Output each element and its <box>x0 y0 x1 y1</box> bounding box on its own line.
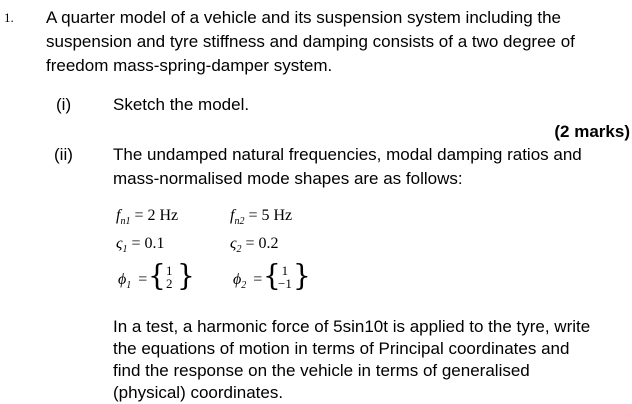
intro-line-1: A quarter model of a vehicle and its suspension system including the <box>46 8 562 27</box>
phi1-component-1: 1 <box>166 263 173 278</box>
question-number: 1. <box>4 10 14 25</box>
part-i-marks: (2 marks) <box>554 122 630 141</box>
zeta1-symbol: ς <box>116 235 123 252</box>
phi1-vector <box>166 264 173 290</box>
test-line-4: (physical) coordinates. <box>113 383 284 402</box>
part-i-label: (i) <box>56 95 72 114</box>
fn1-symbol: f <box>116 207 121 224</box>
phi1-equals: = <box>138 271 148 288</box>
phi2-component-1: 1 <box>281 263 289 278</box>
part-ii-line-1: The undamped natural frequencies, modal damping ratios and <box>113 145 582 164</box>
phi1-symbol-group <box>118 271 147 291</box>
fn1-expression <box>116 207 178 227</box>
test-line-2: the equations of motion in terms of Principal coordinates and <box>113 339 570 358</box>
phi1-component-2: 2 <box>166 276 173 291</box>
phi1-subscript: 1 <box>126 280 132 292</box>
zeta2-expression <box>230 235 279 255</box>
zeta1-subscript: 1 <box>122 244 128 256</box>
part-ii-line-2: mass-normalised mode shapes are as follows: <box>113 169 463 188</box>
phi2-equals: = <box>253 271 263 288</box>
zeta2-symbol: ς <box>230 235 237 252</box>
fn1-subscript: n1 <box>120 216 131 228</box>
zeta1-expression <box>116 235 165 255</box>
phi2-subscript: 2 <box>241 280 247 292</box>
fn2-expression <box>230 207 292 227</box>
phi2-vector <box>278 264 292 290</box>
fn2-symbol: f <box>230 207 235 224</box>
intro-line-3: freedom mass-spring-damper system. <box>46 56 333 75</box>
phi2-right-brace: } <box>293 258 311 293</box>
phi2-component-2: −1 <box>278 276 292 291</box>
intro-line-2: suspension and tyre stiffness and damping consists of a two degree of <box>46 32 575 51</box>
phi1-symbol: ϕ <box>118 271 127 288</box>
fn1-value: = 2 Hz <box>134 207 179 224</box>
test-line-3: find the response on the vehicle in terms of generalised <box>113 361 530 380</box>
zeta1-value: = 0.1 <box>131 235 165 252</box>
phi2-symbol-group <box>233 271 262 291</box>
zeta2-subscript: 2 <box>236 244 242 256</box>
phi2-symbol: ϕ <box>233 271 242 288</box>
zeta2-value: = 0.2 <box>245 235 279 252</box>
fn2-value: = 5 Hz <box>248 207 293 224</box>
part-i-text: Sketch the model. <box>113 95 250 114</box>
phi1-left-brace: { <box>148 258 166 293</box>
fn2-subscript: n2 <box>234 216 245 228</box>
phi1-right-brace: } <box>177 258 195 293</box>
test-line-1: In a test, a harmonic force of 5sin10t is applied to the tyre, write <box>113 317 591 336</box>
part-ii-label: (ii) <box>54 145 73 164</box>
phi2-left-brace: { <box>263 258 281 293</box>
